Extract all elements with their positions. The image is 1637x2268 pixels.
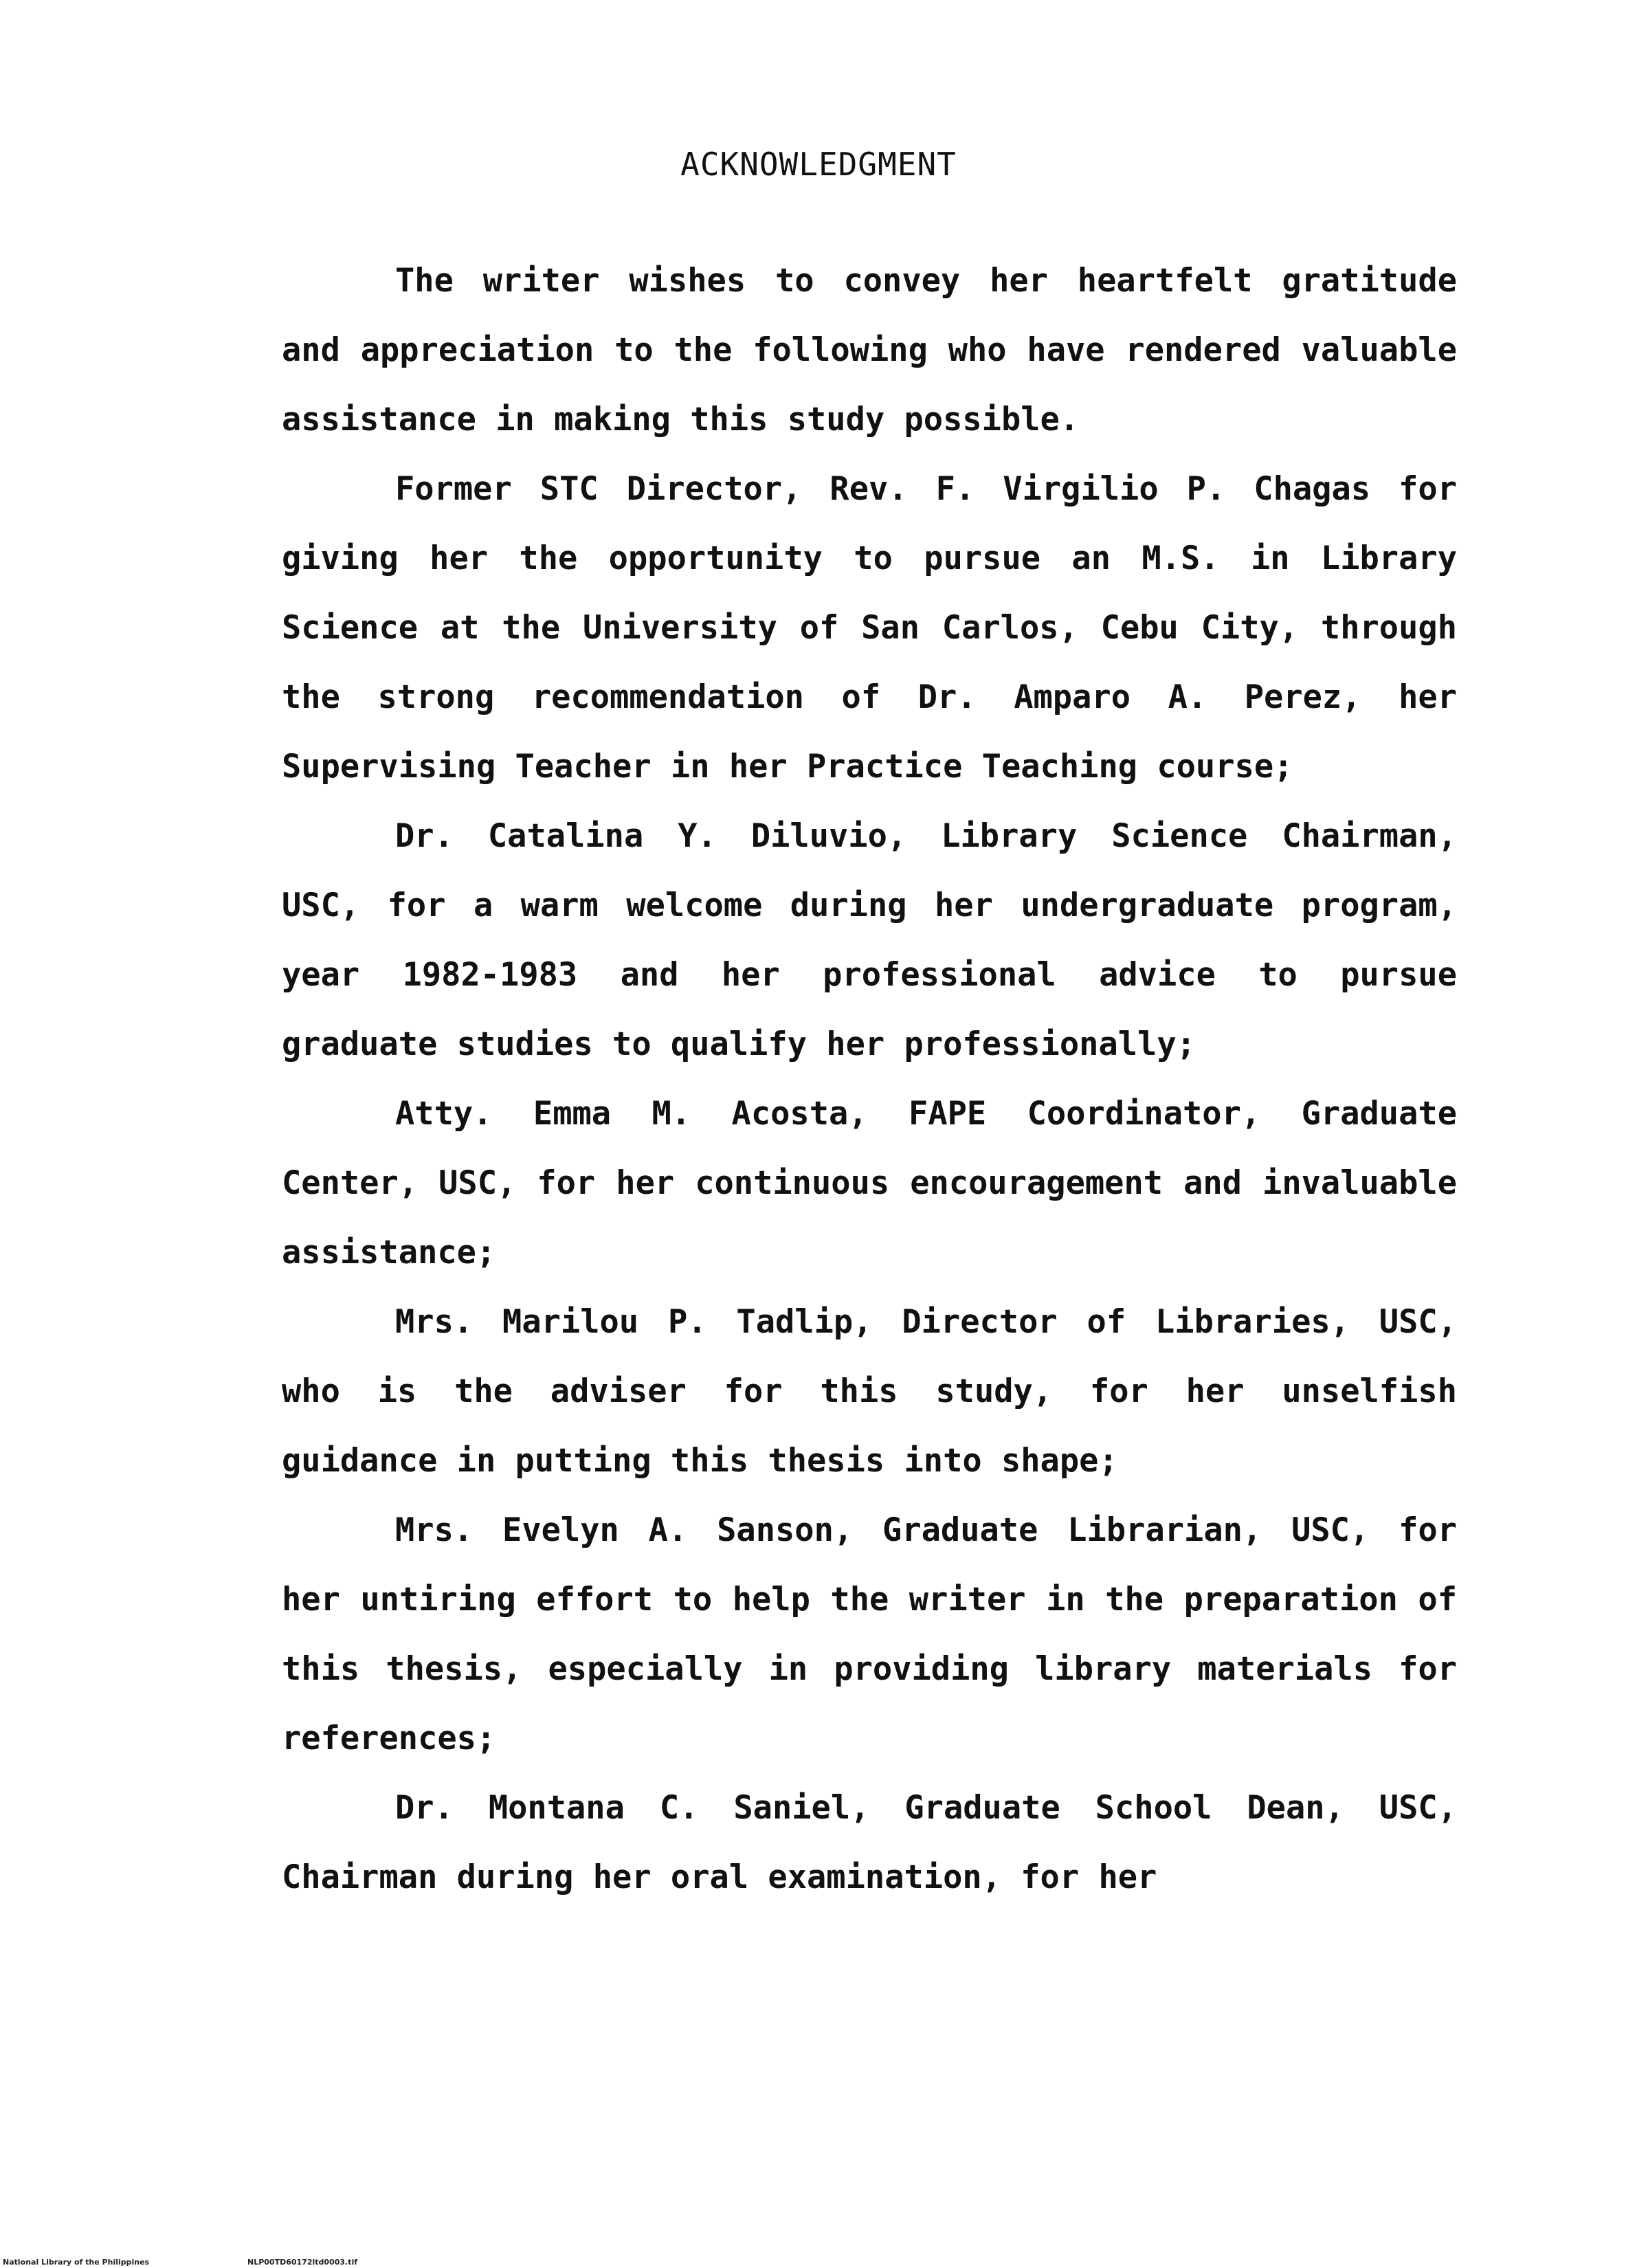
paragraph-chagas: Former STC Director, Rev. F. Virgilio P. Chagas for giving her the opportunity to pursue an M.S. in Library Science at the University of San Carlos, Cebu City, through the strong recommendation of Dr. Amparo A. Perez, her Supervising Teacher in her Practice Teaching course; [282,470,1457,786]
footer-library-name: National Library of the Philippines [3,2258,150,2267]
footer-file-id: NLP00TD60172ltd0003.tif [247,2258,357,2267]
paragraph-diluvio: Dr. Catalina Y. Diluvio, Library Science Chairman, USC, for a warm welcome during her undergraduate program, year 1982-1983 and her professional advice to pursue graduate studies to qualify her professionally; [282,817,1457,1063]
acknowledgment-body [282,246,1457,1912]
page-title: ACKNOWLEDGMENT [680,146,957,183]
paragraph-saniel: Dr. Montana C. Saniel, Graduate School Dean, USC, Chairman during her oral examination, for her [282,1789,1457,1896]
paragraph-sanson: Mrs. Evelyn A. Sanson, Graduate Librarian, USC, for her untiring effort to help the writer in the preparation of this thesis, especially in providing library materials for references; [282,1511,1457,1757]
paragraph-tadlip: Mrs. Marilou P. Tadlip, Director of Libraries, USC, who is the adviser for this study, for her unselfish guidance in putting this thesis into shape; [282,1303,1457,1480]
paragraph-acosta: Atty. Emma M. Acosta, FAPE Coordinator, Graduate Center, USC, for her continuous encouragement and invaluable assistance; [282,1095,1457,1271]
paragraph-intro: The writer wishes to convey her heartfelt gratitude and appreciation to the following who have rendered valuable assistance in making this study possible. [282,262,1457,438]
